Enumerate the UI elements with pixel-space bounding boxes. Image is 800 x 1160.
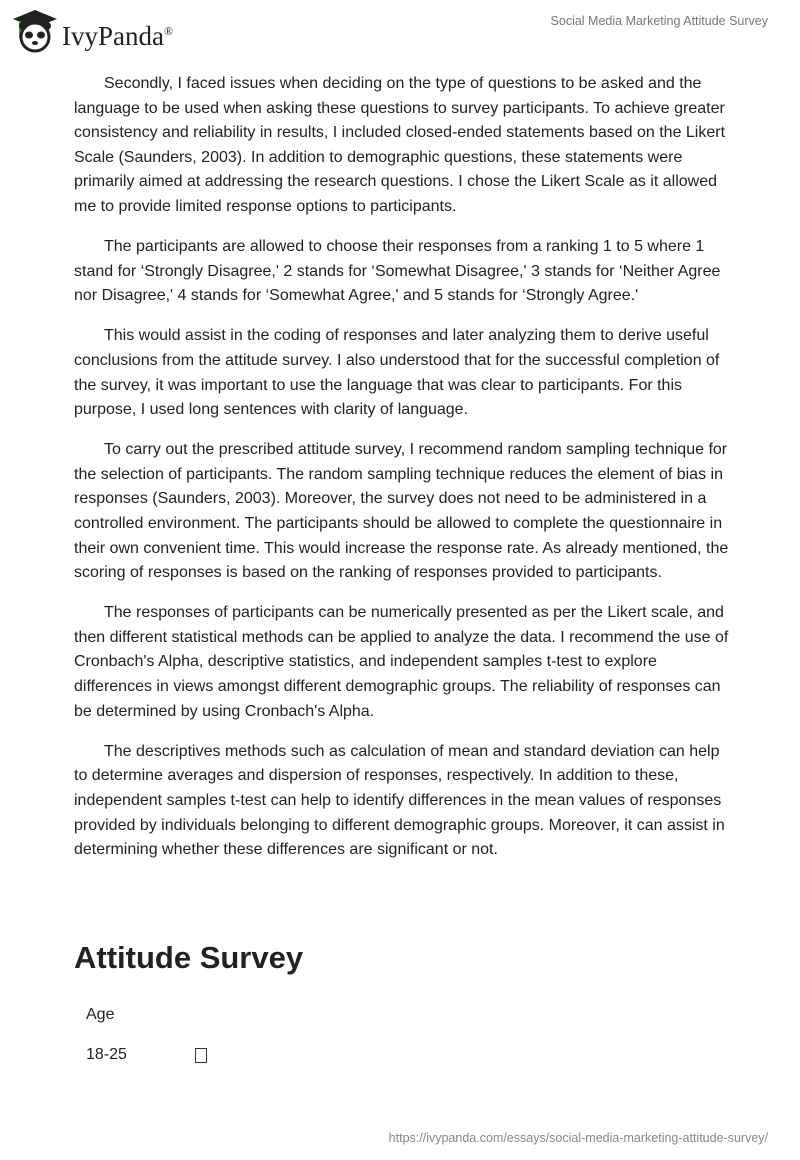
document-title: Social Media Marketing Attitude Survey — [550, 14, 768, 28]
paragraph: The descriptives methods such as calculation of mean and standard deviation can help to determine averages and dispersion of responses, respectively. In addition to these, independent samples t-test can help to identify differences in the mean values of responses provided by individuals belonging to different demographic groups. Moreover, it can assist in determining whether these differences are significant or not. — [74, 742, 725, 859]
paragraph: The participants are allowed to choose their responses from a ranking 1 to 5 where 1 stand for ‘Strongly Disagree,' 2 stands for ‘Somewhat Disagree,' 3 stands for ‘Neither Agree nor Disagree,' 4 stands for ‘Somewhat Agree,' and 5 stands for ‘Strongly Agree.' — [74, 238, 721, 305]
brand-name: IvyPanda® — [62, 20, 174, 51]
age-label: Age — [86, 1006, 115, 1023]
source-url[interactable]: https://ivypanda.com/essays/social-media-marketing-attitude-survey/ — [388, 1131, 768, 1145]
section-heading: Attitude Survey — [74, 940, 304, 975]
panda-logo-icon — [12, 8, 58, 54]
checkbox-icon[interactable] — [195, 1048, 207, 1063]
paragraph: This would assist in the coding of responses and later analyzing them to derive useful conclusions from the attitude survey. I also understood that for the successful completion of the survey, it was important to use the language that was clear to participants. For this purpose, I used long sentences with clarity of language. — [74, 327, 720, 419]
essay-body — [74, 72, 730, 878]
paragraph: The responses of participants can be numerically presented as per the Likert scale, and then different statistical methods can be applied to analyze the data. I recommend the use of Cronbach's Alpha, descriptive statistics, and independent samples t-test to explore differences in views amongst different demographic groups. The reliability of responses can be determined by using Cronbach's Alpha. — [74, 604, 729, 720]
paragraph: Secondly, I faced issues when deciding on the type of questions to be asked and the language to be used when asking these questions to survey participants. To achieve greater consistency and reliability in results, I included closed-ended statements based on the Likert Scale (Saunders, 2003). In addition to demographic questions, these statements were primarily aimed at addressing the research questions. I chose the Likert Scale as it allowed me to provide limited response options to participants. — [74, 75, 726, 215]
age-option-label: 18-25 — [86, 1046, 127, 1063]
paragraph: To carry out the prescribed attitude survey, I recommend random sampling technique for the selection of participants. The random sampling technique reduces the element of bias in responses (Saunders, 2003). Moreover, the survey does not need to be administered in a controlled environment. The participants should be allowed to complete the questionnaire in their own convenient time. This would increase the response rate. As already mentioned, the scoring of responses is based on the ranking of responses provided to participants. — [74, 441, 729, 582]
page-header — [0, 0, 800, 60]
age-option-row — [86, 1046, 286, 1064]
logo[interactable] — [12, 8, 173, 54]
